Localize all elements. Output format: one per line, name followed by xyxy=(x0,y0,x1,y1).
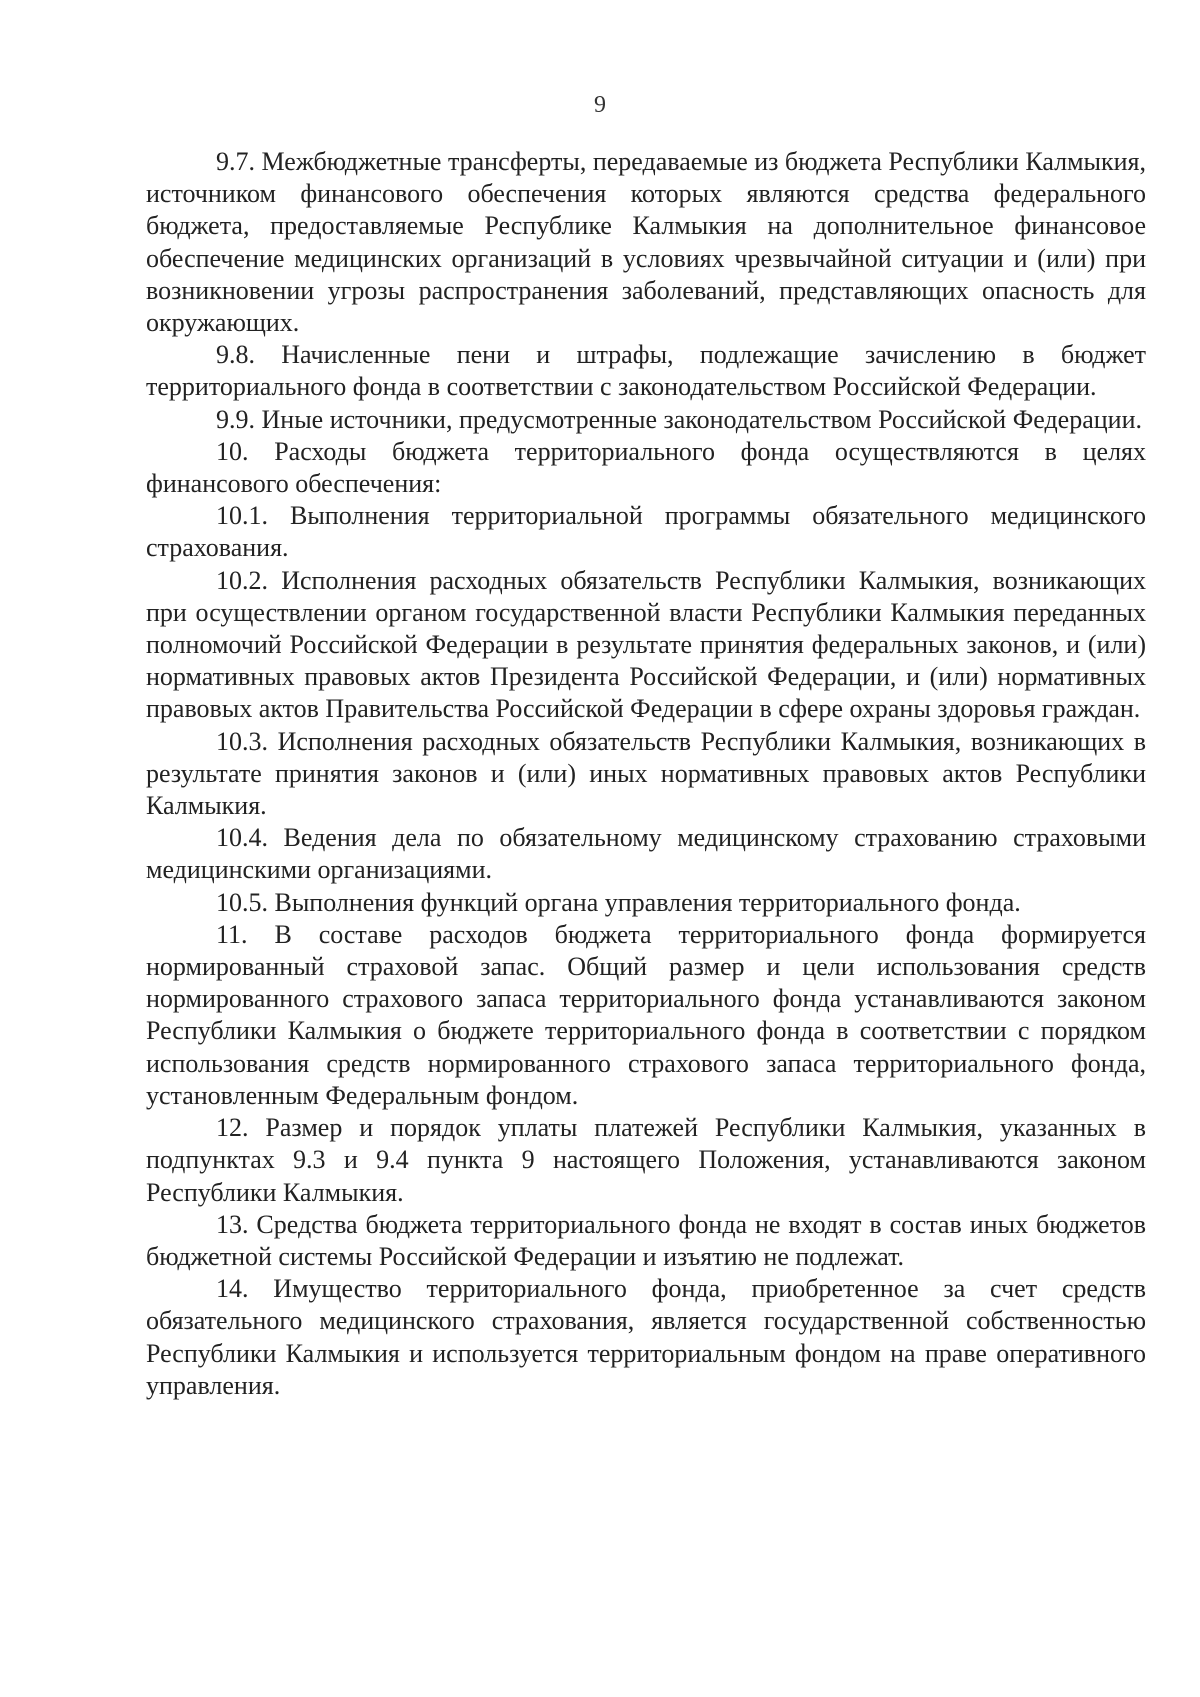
paragraph-11: 11. В составе расходов бюджета территориального фонда формируется нормированный страховой запас. Общий размер и цели использования средств нормированного страхового запаса территориального фонда устанавливаются законом Республики Калмыкия о бюджете территориального фонда в соответствии с порядком использования средств нормированного страхового запаса территориального фонда, установленным Федеральным фондом. xyxy=(146,919,1146,1110)
paragraph-9-7: 9.7. Межбюджетные трансферты, передаваемые из бюджета Республики Калмыкия, источником финансового обеспечения которых являются средства федерального бюджета, предоставляемые Республике Калмыкия на дополнительное финансовое обеспечение медицинских организаций в условиях чрезвычайной ситуации и (или) при возникновении угрозы распространения заболеваний, представляющих опасность для окружающих. xyxy=(146,147,1146,338)
paragraph-9-9: 9.9. Иные источники, предусмотренные законодательством Российской Федерации. xyxy=(216,404,1142,434)
paragraph-10: 10. Расходы бюджета территориального фонда осуществляются в целях финансового обеспечения: xyxy=(146,436,1146,499)
document-body xyxy=(146,146,1146,1402)
paragraph-14: 14. Имущество территориального фонда, приобретенное за счет средств обязательного медицинского страхования, является государственной собственностью Республики Калмыкия и используется территориальным фондом на праве оперативного управления. xyxy=(146,1274,1146,1400)
paragraph-12: 12. Размер и порядок уплаты платежей Республики Калмыкия, указанных в подпунктах 9.3 и 9.4 пункта 9 настоящего Положения, устанавливаются законом Республики Калмыкия. xyxy=(146,1113,1146,1207)
paragraph-10-1: 10.1. Выполнения территориальной программы обязательного медицинского страхования. xyxy=(146,501,1146,563)
paragraph-9-8: 9.8. Начисленные пени и штрафы, подлежащие зачислению в бюджет территориального фонда в соответствии с законодательством Российской Федерации. xyxy=(146,340,1146,402)
paragraph-10-2: 10.2. Исполнения расходных обязательств Республики Калмыкия, возникающих при осуществлении органом государственной власти Республики Калмыкия переданных полномочий Российской Федерации в результате принятия федеральных законов, и (или) нормативных правовых актов Президента Российской Федерации, и (или) нормативных правовых актов Правительства Российской Федерации в сфере охраны здоровья граждан. xyxy=(146,565,1146,724)
paragraph-10-4: 10.4. Ведения дела по обязательному медицинскому страхованию страховыми медицинскими организациями. xyxy=(146,823,1146,885)
paragraph-10-5: 10.5. Выполнения функций органа управления территориального фонда. xyxy=(216,887,1021,917)
page-number: 9 xyxy=(594,92,606,118)
paragraph-13: 13. Средства бюджета территориального фонда не входят в состав иных бюджетов бюджетной системы Российской Федерации и изъятию не подлежат. xyxy=(146,1209,1146,1271)
paragraph-10-3: 10.3. Исполнения расходных обязательств Республики Калмыкия, возникающих в результате принятия законов и (или) иных нормативных правовых актов Республики Калмыкия. xyxy=(146,726,1146,821)
